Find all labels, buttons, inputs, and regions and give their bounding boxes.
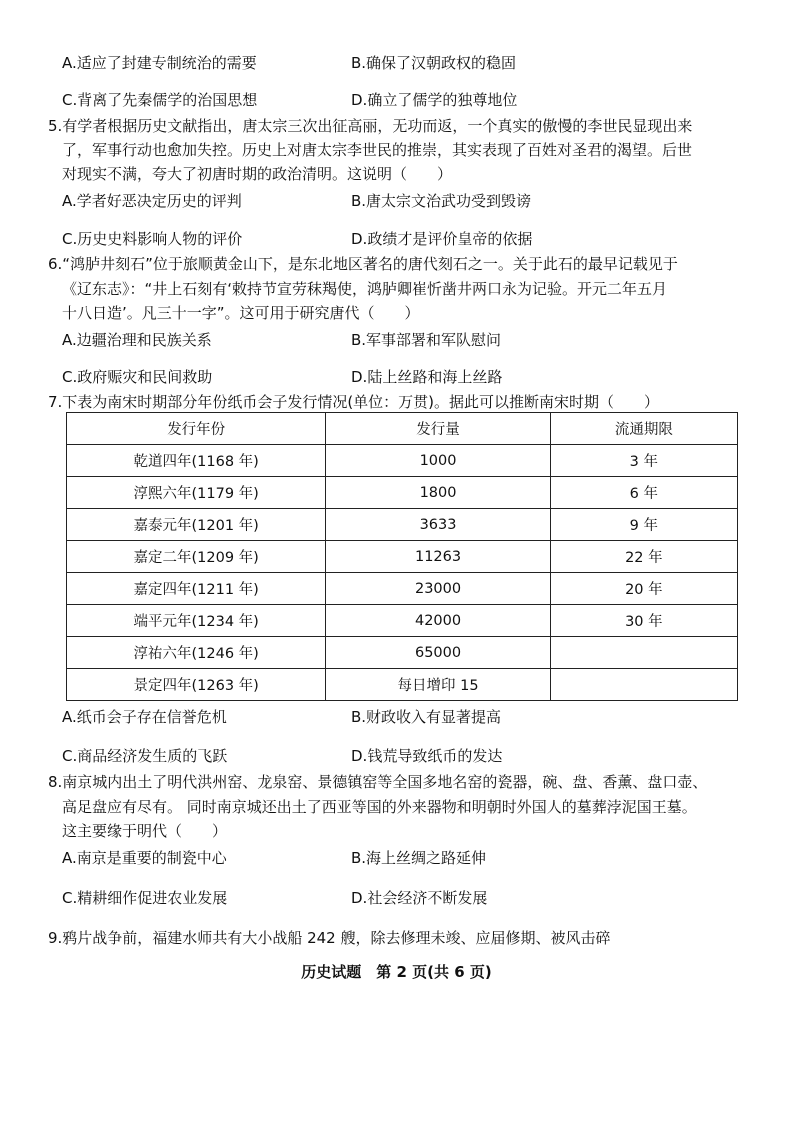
table-row xyxy=(67,477,738,509)
table-header-year: 发行年份 xyxy=(67,413,326,445)
page-footer: 历史试题 第 2 页(共 6 页) xyxy=(301,963,492,981)
table-row xyxy=(67,509,738,541)
q5-option-a: A.学者好恶决定历史的评判 xyxy=(62,192,242,210)
q8-option-b: B.海上丝绸之路延伸 xyxy=(351,849,487,867)
q8-stem-line-2: 高足盘应有尽有。 同时南京城还出土了西亚等国的外来器物和明朝时外国人的墓葬浡泥国王墓。 xyxy=(62,798,697,816)
table-cell-year: 乾道四年(1168 年) xyxy=(67,445,326,477)
table-cell-year: 景定四年(1263 年) xyxy=(67,669,326,701)
q7-option-b: B.财政收入有显著提高 xyxy=(351,708,502,726)
table-cell-amount: 42000 xyxy=(326,605,550,637)
table-cell-period: 20 年 xyxy=(550,573,737,605)
q4-option-a: A.适应了封建专制统治的需要 xyxy=(62,54,257,72)
table-cell-year: 嘉泰元年(1201 年) xyxy=(67,509,326,541)
q4-option-b: B.确保了汉朝政权的稳固 xyxy=(351,54,517,72)
table-cell-amount: 11263 xyxy=(326,541,550,573)
q5-stem-line-2: 了，军事行动也愈加失控。历史上对唐太宗李世民的推崇，其实表现了百姓对圣君的渴望。后世 xyxy=(62,141,693,159)
table-cell-period xyxy=(550,669,737,701)
table-cell-amount: 65000 xyxy=(326,637,550,669)
table-header-row xyxy=(67,413,738,445)
table-cell-period: 30 年 xyxy=(550,605,737,637)
q8-option-d: D.社会经济不断发展 xyxy=(351,889,488,907)
table-cell-amount: 23000 xyxy=(326,573,550,605)
q5-option-c: C.历史史料影响人物的评价 xyxy=(62,230,243,248)
q6-option-b: B.军事部署和军队慰问 xyxy=(351,331,502,349)
table-row xyxy=(67,541,738,573)
q5-option-b: B.唐太宗文治武功受到毁谤 xyxy=(351,192,532,210)
table-cell-period: 3 年 xyxy=(550,445,737,477)
table-row xyxy=(67,573,738,605)
q7-stem-line-1: 7.下表为南宋时期部分年份纸币会子发行情况(单位：万贯)。据此可以推断南宋时期（ ） xyxy=(48,393,660,411)
table-cell-amount: 每日增印 15 xyxy=(326,669,550,701)
table-cell-period: 6 年 xyxy=(550,477,737,509)
table-row xyxy=(67,637,738,669)
q6-option-c: C.政府赈灾和民间救助 xyxy=(62,368,213,386)
table-cell-year: 淳熙六年(1179 年) xyxy=(67,477,326,509)
q6-stem-line-3: 十八日造’。凡三十一字”。这可用于研究唐代（ ） xyxy=(62,304,420,322)
table-row xyxy=(67,605,738,637)
banknote-issuance-table xyxy=(66,412,738,701)
q5-stem-line-1: 5.有学者根据历史文献指出，唐太宗三次出征高丽，无功而返，一个真实的傲慢的李世民显现出来 xyxy=(48,117,693,135)
q4-option-c: C.背离了先秦儒学的治国思想 xyxy=(62,91,258,109)
q6-stem-line-1: 6.“鸿胪井刻石”位于旅顺黄金山下，是东北地区著名的唐代刻石之一。关于此石的最早记载见于 xyxy=(48,255,678,273)
table-row xyxy=(67,669,738,701)
q7-option-c: C.商品经济发生质的飞跃 xyxy=(62,747,228,765)
q8-option-c: C.精耕细作促进农业发展 xyxy=(62,889,228,907)
q6-stem-line-2: 《辽东志》：“井上石刻有‘敕持节宣劳秣羯使，鸿胪卿崔忻凿井两口永为记验。开元二年五月 xyxy=(62,280,668,298)
table-cell-period xyxy=(550,637,737,669)
q5-option-d: D.政绩才是评价皇帝的依据 xyxy=(351,230,533,248)
table-row xyxy=(67,445,738,477)
q8-option-a: A.南京是重要的制瓷中心 xyxy=(62,849,227,867)
q7-option-a: A.纸币会子存在信誉危机 xyxy=(62,708,227,726)
table-cell-period: 22 年 xyxy=(550,541,737,573)
table-cell-period: 9 年 xyxy=(550,509,737,541)
q4-option-d: D.确立了儒学的独尊地位 xyxy=(351,91,518,109)
table-cell-year: 淳祐六年(1246 年) xyxy=(67,637,326,669)
q5-stem-line-3: 对现实不满，夸大了初唐时期的政治清明。这说明（ ） xyxy=(62,165,453,183)
table-cell-year: 嘉定四年(1211 年) xyxy=(67,573,326,605)
table-cell-year: 嘉定二年(1209 年) xyxy=(67,541,326,573)
table-cell-year: 端平元年(1234 年) xyxy=(67,605,326,637)
table-cell-amount: 1000 xyxy=(326,445,550,477)
q6-option-d: D.陆上丝路和海上丝路 xyxy=(351,368,503,386)
table-cell-amount: 1800 xyxy=(326,477,550,509)
table-cell-amount: 3633 xyxy=(326,509,550,541)
q8-stem-line-1: 8.南京城内出土了明代洪州窑、龙泉窑、景德镇窑等全国多地名窑的瓷器，碗、盘、香薰、盘口壶、 xyxy=(48,773,708,791)
q9-stem-line-1: 9.鸦片战争前，福建水师共有大小战船 242 艘，除去修理未竣、应届修期、被风击碎 xyxy=(48,929,611,947)
table-header-amount: 发行量 xyxy=(326,413,550,445)
q8-stem-line-3: 这主要缘于明代（ ） xyxy=(62,822,228,840)
q7-option-d: D.钱荒导致纸币的发达 xyxy=(351,747,503,765)
table-header-period: 流通期限 xyxy=(550,413,737,445)
q6-option-a: A.边疆治理和民族关系 xyxy=(62,331,212,349)
